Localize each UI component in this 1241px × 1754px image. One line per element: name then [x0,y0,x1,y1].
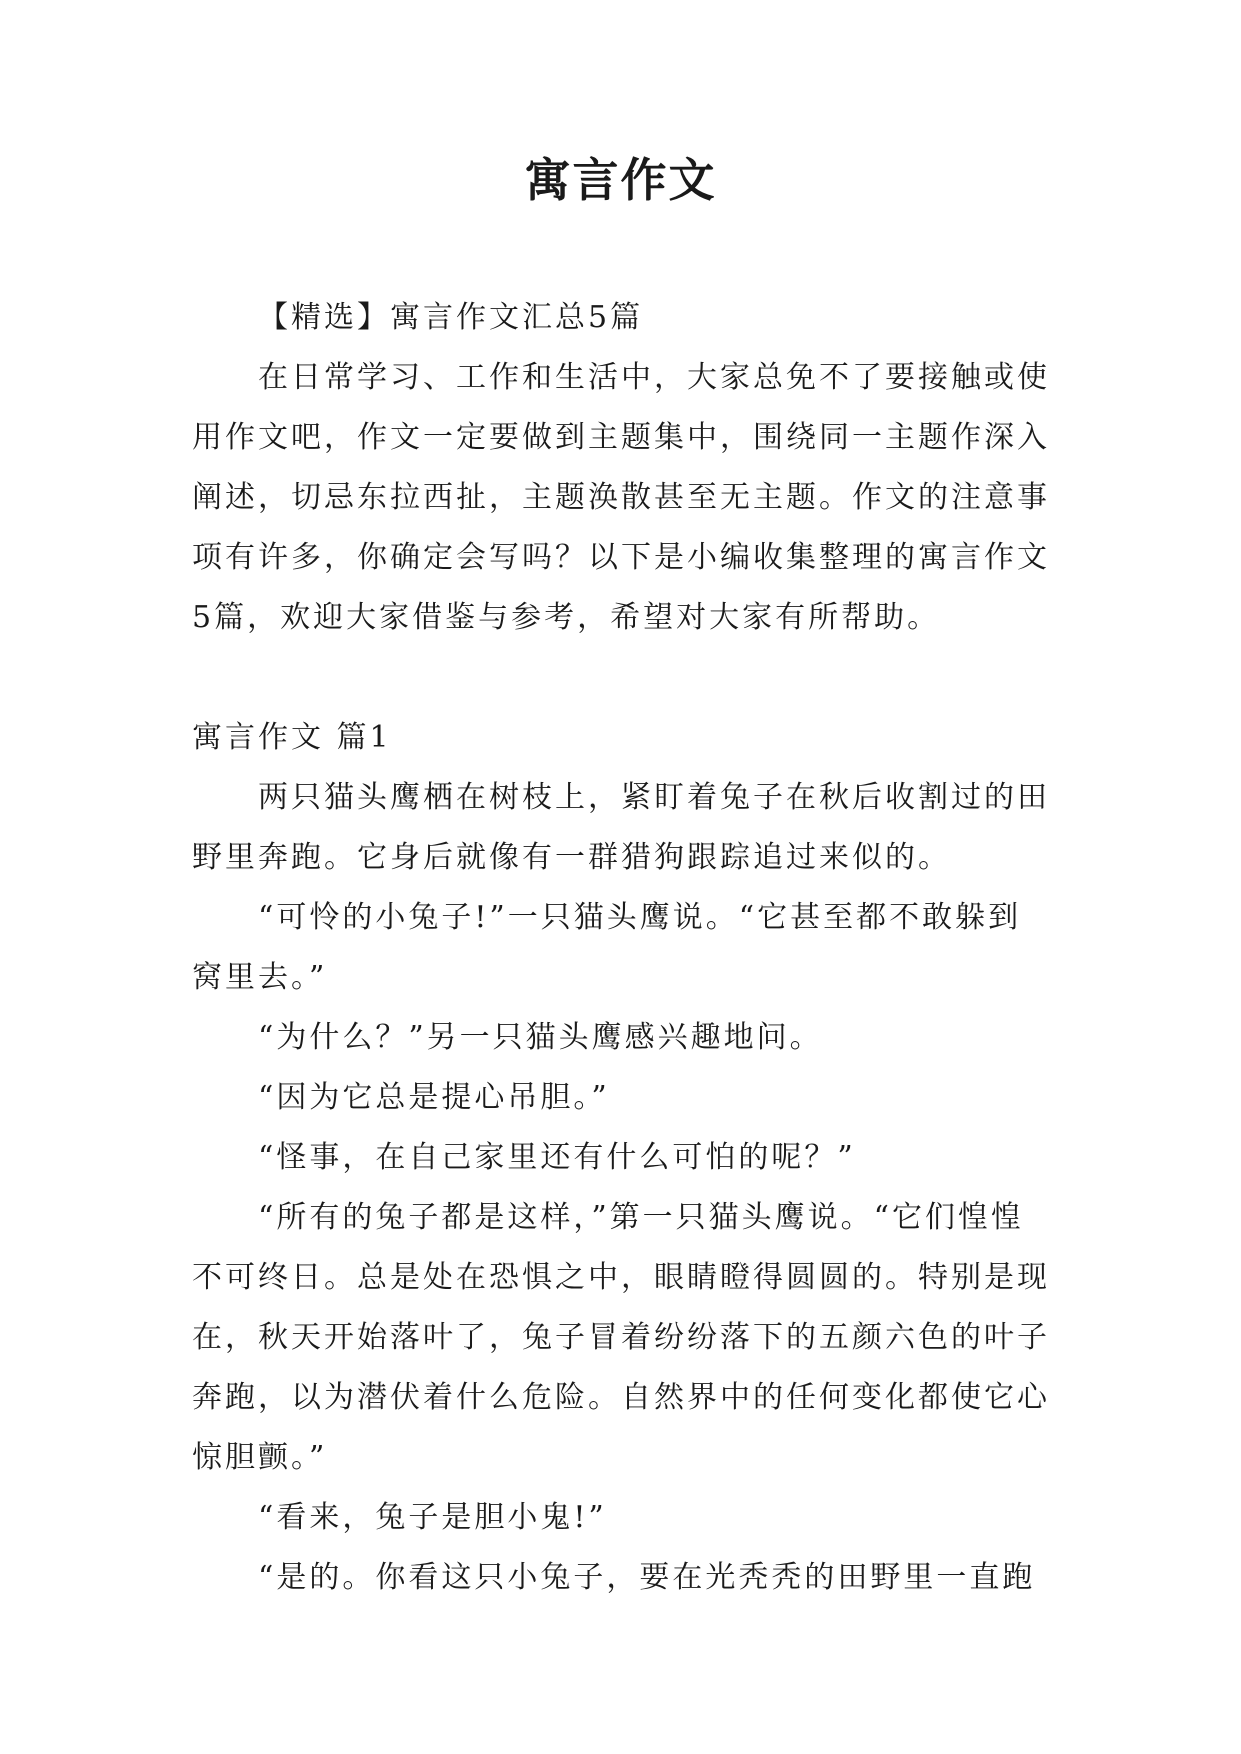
document-body [192,288,1052,1608]
paragraph-gap [192,648,1052,708]
intro-paragraph: 在日常学习、工作和生活中，大家总免不了要接触或使用作文吧，作文一定要做到主题集中，围绕同一主题作深入阐述，切忌东拉西扯，主题涣散甚至无主题。作文的注意事项有许多，你确定会写吗？以下是小编收集整理的寓言作文5篇，欢迎大家借鉴与参考，希望对大家有所帮助。 [192,360,1050,635]
section-heading: 寓言作文 篇1 [192,720,392,755]
story-paragraph: 两只猫头鹰栖在树枝上，紧盯着兔子在秋后收割过的田野里奔跑。它身后就像有一群猎狗跟踪追过来似的。 [192,780,1050,875]
story-paragraph: “怪事，在自己家里还有什么可怕的呢？” [258,1140,856,1175]
story-paragraph: “是的。你看这只小兔子，要在光秃秃的田野里一直跑 [258,1560,1036,1595]
intro-heading: 【精选】寓言作文汇总5篇 [258,300,644,335]
story-paragraph: “为什么？”另一只猫头鹰感兴趣地问。 [258,1020,823,1055]
story-paragraph: “看来，兔子是胆小鬼!” [258,1500,607,1535]
story-paragraph: “所有的兔子都是这样，”第一只猫头鹰说。“它们惶惶不可终日。总是处在恐惧之中，眼睛瞪得圆圆的。特别是现在，秋天开始落叶了，兔子冒着纷纷落下的五颜六色的叶子奔跑，以为潜伏着什么危险。自然界中的任何变化都使它心惊胆颤。” [192,1200,1050,1475]
story-paragraph: “可怜的小兔子!”一只猫头鹰说。“它甚至都不敢躲到窝里去。” [192,900,1022,995]
story-paragraph: “因为它总是提心吊胆。” [258,1080,610,1115]
document-title: 寓言作文 [524,153,717,207]
